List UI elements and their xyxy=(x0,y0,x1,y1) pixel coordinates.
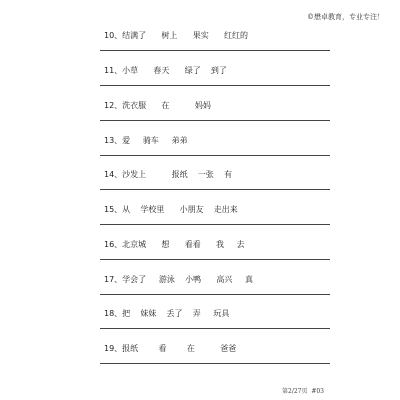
exercise-text: 16、北京城 想 看看 我 去 xyxy=(104,240,245,249)
exercise-item xyxy=(100,308,330,342)
answer-line[interactable] xyxy=(100,85,330,86)
exercise-text: 18、把 妹妹 丢了 弄 玩具 xyxy=(104,309,230,318)
answer-line[interactable] xyxy=(100,189,330,190)
exercise-item xyxy=(100,65,330,99)
exercise-text: 15、从 学校里 小朋友 走出来 xyxy=(104,205,238,214)
copyright-header: ©懋卓教育，专业专注！ xyxy=(307,13,384,21)
exercise-item xyxy=(100,343,330,377)
answer-line[interactable] xyxy=(100,224,330,225)
answer-line[interactable] xyxy=(100,363,330,364)
exercise-item xyxy=(100,169,330,203)
exercise-item xyxy=(100,30,330,64)
exercise-item xyxy=(100,204,330,238)
answer-line[interactable] xyxy=(100,294,330,295)
page-number: 第2/27页 xyxy=(282,388,308,395)
exercise-text: 17、学会了 游泳 小鸭 高兴 真 xyxy=(104,275,254,284)
exercise-text: 11、小草 春天 绿了 到了 xyxy=(104,66,227,75)
exercise-text: 19、报纸 看 在 爸爸 xyxy=(104,344,237,353)
page-footer xyxy=(282,386,324,395)
exercise-item xyxy=(100,239,330,273)
answer-line[interactable] xyxy=(100,120,330,121)
exercise-text: 10、结满了 树上 果实 红红的 xyxy=(104,31,248,40)
answer-line[interactable] xyxy=(100,328,330,329)
exercise-item xyxy=(100,100,330,134)
answer-line[interactable] xyxy=(100,155,330,156)
answer-line[interactable] xyxy=(100,50,330,51)
exercise-text: 13、爱 骑车 弟弟 xyxy=(104,136,188,145)
exercise-item xyxy=(100,135,330,169)
page-code: #03 xyxy=(311,388,324,395)
exercise-text: 12、洗衣服 在 妈妈 xyxy=(104,101,211,110)
answer-line[interactable] xyxy=(100,259,330,260)
exercise-item xyxy=(100,274,330,308)
exercise-text: 14、沙发上 报纸 一张 有 xyxy=(104,170,232,179)
